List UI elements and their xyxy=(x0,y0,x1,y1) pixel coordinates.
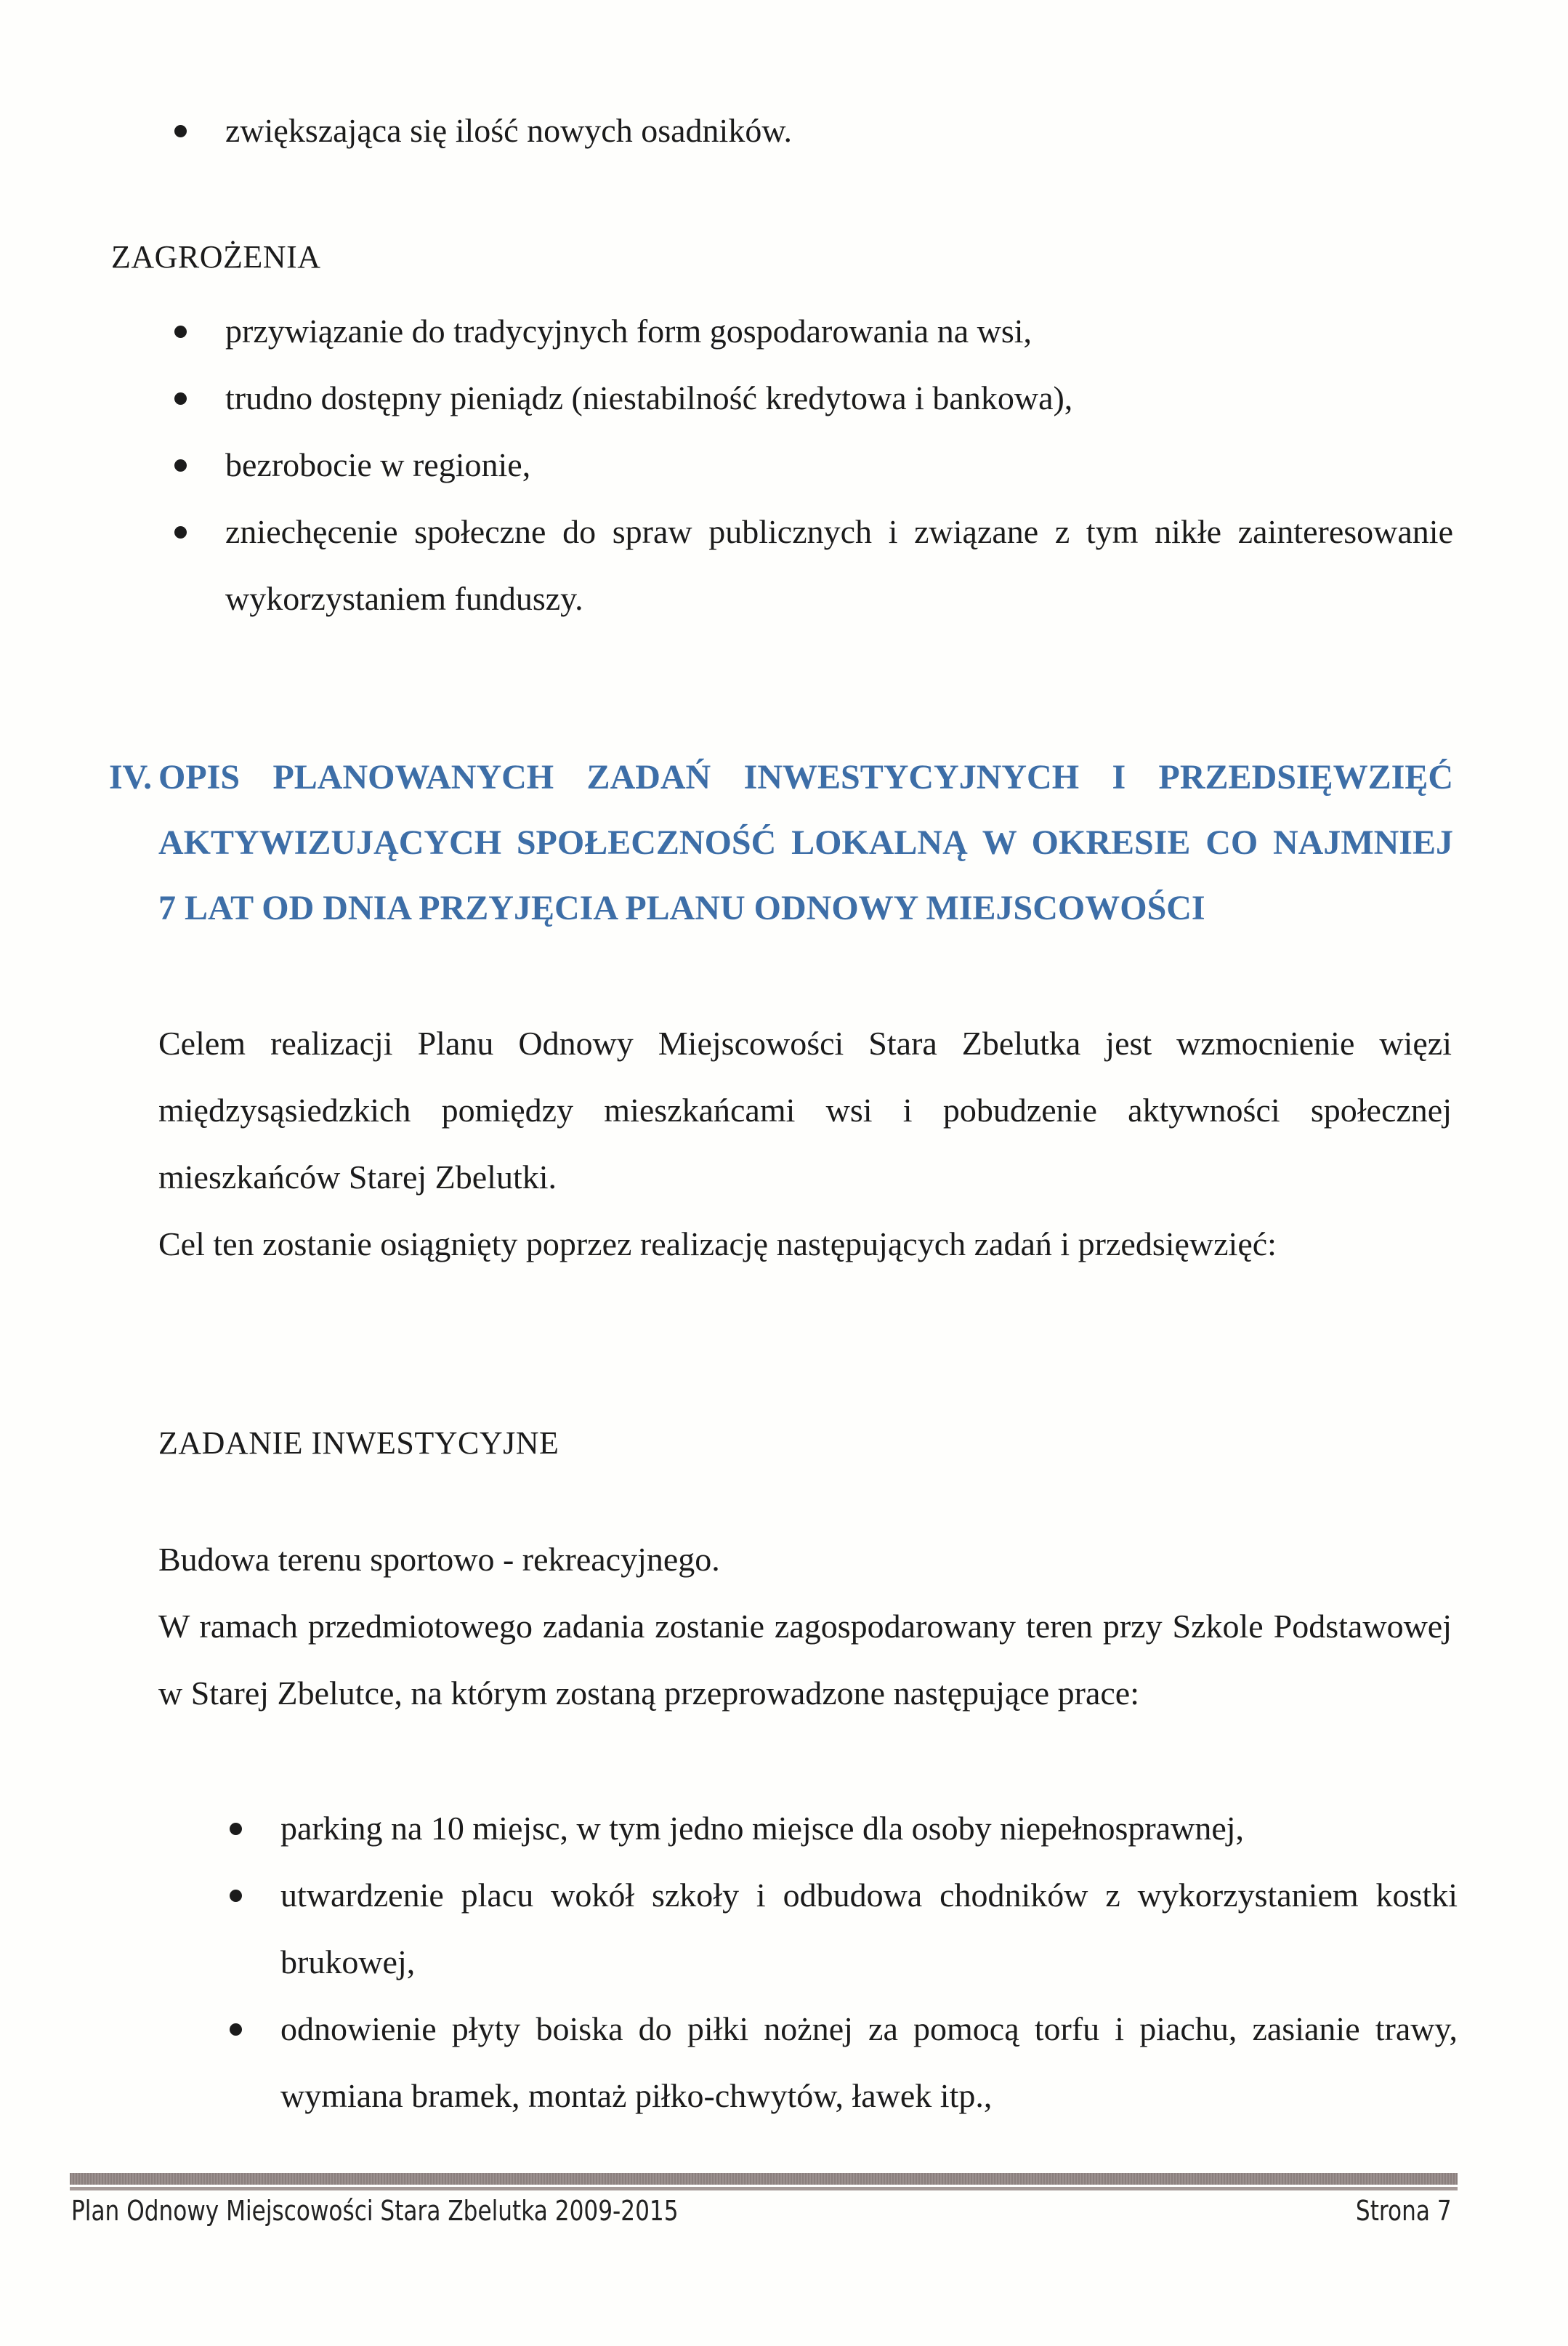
bullet-icon xyxy=(230,1823,242,1835)
intro-paragraph-goal: Cel ten zostanie osiągnięty poprzez realizację następujących zadań i przedsięwzięć: xyxy=(158,1225,1277,1262)
list-item xyxy=(222,1862,1458,1996)
list-item xyxy=(167,97,1439,164)
investment-description: W ramach przedmiotowego zadania zostanie zagospodarowany teren przy Szkole Podstawowej w Starej Zbelutce, na którym zostaną przeprowadzone następujące prace: xyxy=(158,1608,1452,1712)
section-title-line: 7 LAT OD DNIA PRZYJĘCIA PLANU ODNOWY MIEJSCOWOŚCI xyxy=(158,889,1205,927)
list-item-text: zwiększająca się ilość nowych osadników. xyxy=(225,112,793,149)
opportunities-list-continuation xyxy=(167,97,1439,164)
intro-paragraph: Celem realizacji Planu Odnowy Miejscowości Stara Zbelutka jest wzmocnienie więzi międzysąsiedzkich pomiędzy mieszkańcami wsi i pobudzenie aktywności społecznej mieszkańców Starej Zbelutki. xyxy=(158,1025,1452,1196)
threats-list xyxy=(167,298,1453,632)
list-item xyxy=(167,432,1453,499)
investment-title: Budowa terenu sportowo - rekreacyjnego. xyxy=(158,1541,720,1578)
section-title-line: OPIS PLANOWANYCH ZADAŃ INWESTYCYJNYCH I PRZEDSIĘWZIĘĆ xyxy=(158,758,1453,797)
works-list xyxy=(222,1795,1458,2129)
threats-heading: ZAGROŻENIA xyxy=(111,239,321,275)
bullet-icon xyxy=(174,392,187,405)
list-item-text: przywiązanie do tradycyjnych form gospodarowania na wsi, xyxy=(225,313,1032,350)
footer-divider xyxy=(70,2173,1458,2187)
list-item-text: parking na 10 miejsc, w tym jedno miejsce dla osoby niepełnosprawnej, xyxy=(280,1810,1245,1847)
bullet-icon xyxy=(174,326,187,338)
section-title-line: AKTYWIZUJĄCYCH SPOŁECZNOŚĆ LOKALNĄ W OKRESIE CO NAJMNIEJ xyxy=(158,823,1453,862)
investment-heading: ZADANIE INWESTYCYJNE xyxy=(158,1425,559,1461)
footer-divider-thin xyxy=(70,2187,1458,2190)
section-number: IV. xyxy=(109,758,153,797)
list-item xyxy=(222,1996,1458,2129)
list-item xyxy=(222,1795,1458,1862)
list-item-text: trudno dostępny pieniądz (niestabilność kredytowa i bankowa), xyxy=(225,379,1073,416)
bullet-icon xyxy=(174,125,187,137)
bullet-icon xyxy=(230,1890,242,1902)
list-item-text: bezrobocie w regionie, xyxy=(225,446,531,483)
list-item xyxy=(167,499,1453,632)
list-item-text: zniechęcenie społeczne do spraw publicznych i związane z tym nikłe zainteresowanie wykorzystaniem funduszy. xyxy=(225,513,1453,617)
bullet-icon xyxy=(230,2023,242,2036)
list-item-text: odnowienie płyty boiska do piłki nożnej za pomocą torfu i piachu, zasianie trawy, wymiana bramek, montaż piłko-chwytów, ławek itp., xyxy=(280,2010,1458,2114)
list-item xyxy=(167,298,1453,365)
footer-document-title: Plan Odnowy Miejscowości Stara Zbelutka 2009-2015 xyxy=(71,2195,679,2227)
list-item xyxy=(167,365,1453,432)
section-heading xyxy=(109,745,1453,941)
footer-page-number: Strona 7 xyxy=(1356,2195,1452,2227)
bullet-icon xyxy=(174,526,187,539)
list-item-text: utwardzenie placu wokół szkoły i odbudowa chodników z wykorzystaniem kostki brukowej, xyxy=(280,1877,1458,1980)
bullet-icon xyxy=(174,459,187,472)
